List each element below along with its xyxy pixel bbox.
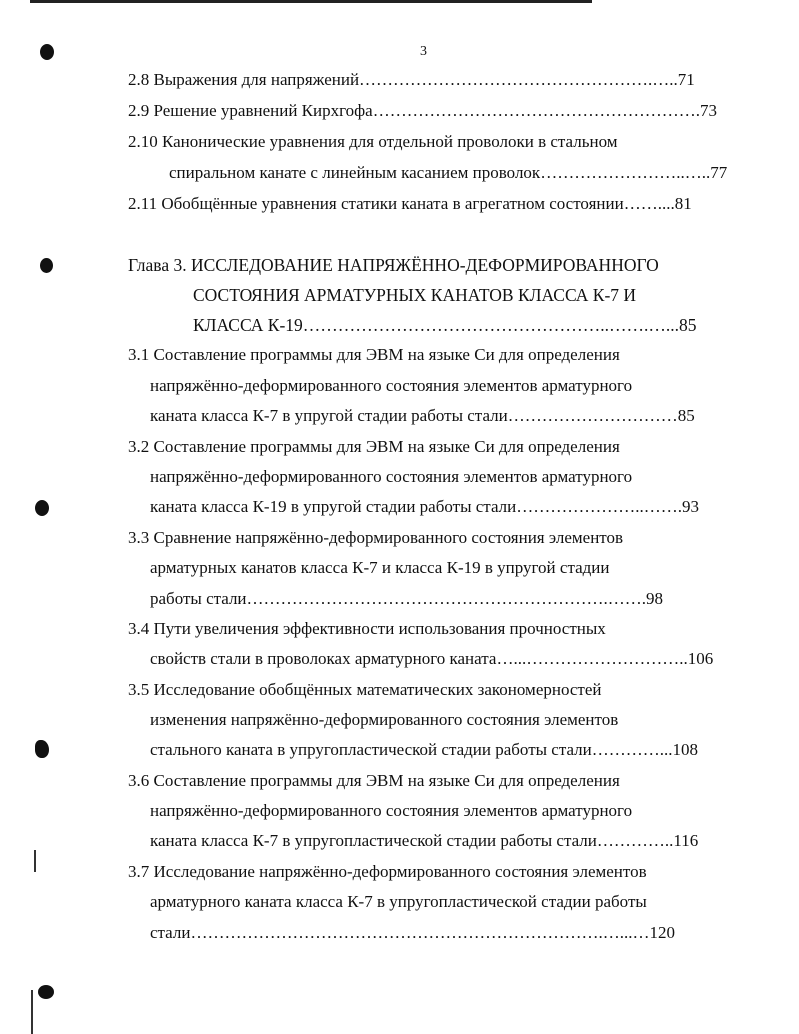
leader-dots: …...……………………….. <box>496 649 688 668</box>
toc-entry-3-2-line1[interactable] <box>128 437 728 457</box>
leader-dots: ………………………… <box>507 406 678 425</box>
toc-entry-3-1-line3[interactable] <box>150 406 730 426</box>
toc-entry-title: 2.10 Канонические уравнения для отдельной проволоки в стальном <box>128 132 618 151</box>
toc-entry-3-6-line1[interactable] <box>128 771 728 791</box>
toc-entry-3-5-line1[interactable] <box>128 680 728 700</box>
toc-entry-page: 77 <box>710 163 728 182</box>
chapter-3-heading-line3[interactable] <box>193 315 733 335</box>
toc-entry-2-9[interactable] <box>128 101 728 121</box>
toc-entry-title: 3.5 Исследование обобщённых математических закономерностей <box>128 680 602 699</box>
toc-entry-page: 85 <box>679 315 697 335</box>
toc-entry-page: 108 <box>672 740 699 759</box>
chapter-title: СОСТОЯНИЯ АРМАТУРНЫХ КАНАТОВ КЛАССА К-7 И <box>193 285 637 305</box>
toc-entry-page: 73 <box>699 101 717 120</box>
toc-entry-3-7-line3[interactable] <box>150 923 730 943</box>
toc-entry-3-6-line3[interactable] <box>150 831 730 851</box>
toc-entry-title: изменения напряжённо-деформированного состояния элементов <box>150 710 619 729</box>
toc-entry-2-10-line2[interactable] <box>169 163 729 183</box>
leader-dots: ……………………………………………..…….…... <box>302 315 680 335</box>
toc-entry-title: напряжённо-деформированного состояния элементов арматурного <box>150 376 633 395</box>
toc-entry-title: 3.3 Сравнение напряжённо-деформированного состояния элементов <box>128 528 624 547</box>
toc-entry-title: стали <box>150 923 191 942</box>
toc-entry-3-4-line1[interactable] <box>128 619 728 639</box>
toc-entry-3-3-line2[interactable] <box>150 558 730 578</box>
toc-entry-3-7-line1[interactable] <box>128 862 748 882</box>
leader-dots: …………... <box>591 740 673 759</box>
punch-hole-5 <box>38 985 54 999</box>
chapter-title: КЛАССА К-19 <box>193 315 303 335</box>
toc-entry-page: 116 <box>673 831 699 850</box>
toc-entry-title: напряжённо-деформированного состояния элементов арматурного <box>150 801 633 820</box>
leader-dots: …………………………………………………. <box>372 101 700 120</box>
toc-entry-page: 98 <box>646 589 664 608</box>
toc-entry-title: 2.9 Решение уравнений Кирхгофа <box>128 101 373 120</box>
toc-entry-page: 120 <box>649 923 675 942</box>
chapter-title: Глава 3. ИССЛЕДОВАНИЕ НАПРЯЖЁННО-ДЕФОРМИРОВАННОГО <box>128 255 659 275</box>
margin-scan-line-1 <box>34 850 36 872</box>
toc-entry-title: напряжённо-деформированного состояния элементов арматурного <box>150 467 633 486</box>
toc-entry-page: 81 <box>674 194 692 213</box>
toc-entry-2-8[interactable] <box>128 70 728 90</box>
toc-entry-3-1-line2[interactable] <box>150 376 730 396</box>
punch-hole-1 <box>40 44 54 60</box>
toc-entry-3-3-line1[interactable] <box>128 528 728 548</box>
leader-dots: …………………..……. <box>516 497 682 516</box>
punch-hole-2 <box>40 258 53 273</box>
toc-entry-title: 3.7 Исследование напряжённо-деформированного состояния элементов <box>128 862 647 881</box>
toc-entry-title: 2.11 Обобщённые уравнения статики каната в агрегатном состоянии <box>128 194 624 213</box>
leader-dots: ……………………………………………………………….…...… <box>190 923 650 942</box>
toc-entry-title: свойств стали в проволоках арматурного каната <box>150 649 497 668</box>
leader-dots: …….... <box>623 194 675 213</box>
top-scan-rule <box>30 0 592 3</box>
toc-entry-title: работы стали <box>150 589 247 608</box>
toc-entry-2-10-line1[interactable] <box>128 132 728 152</box>
toc-entry-title: стального каната в упругопластической стадии работы стали <box>150 740 592 759</box>
toc-entry-3-2-line2[interactable] <box>150 467 730 487</box>
page-number: 3 <box>420 44 427 59</box>
toc-entry-2-11[interactable] <box>128 194 728 214</box>
toc-entry-3-7-line2[interactable] <box>150 892 730 912</box>
leader-dots: ……………………………………………………….……. <box>246 589 647 608</box>
toc-entry-3-1-line1[interactable] <box>128 345 728 365</box>
punch-hole-3 <box>35 500 49 516</box>
toc-entry-3-6-line2[interactable] <box>150 801 730 821</box>
toc-entry-page: 106 <box>687 649 714 668</box>
leader-dots: ……………………..….. <box>540 163 711 182</box>
toc-entry-title: каната класса К-7 в упругой стадии работы стали <box>150 406 508 425</box>
toc-entry-page: 71 <box>677 70 695 89</box>
punch-hole-4 <box>35 740 49 758</box>
chapter-3-heading-line2[interactable] <box>193 285 733 305</box>
toc-entry-title: 3.1 Составление программы для ЭВМ на языке Си для определения <box>128 345 620 364</box>
toc-entry-title: арматурного каната класса К-7 в упругопластической стадии работы <box>150 892 647 911</box>
chapter-3-heading-line1[interactable] <box>128 255 728 275</box>
toc-entry-title: 3.6 Составление программы для ЭВМ на языке Си для определения <box>128 771 620 790</box>
toc-entry-title: каната класса К-19 в упругой стадии работы стали <box>150 497 517 516</box>
leader-dots: …………………………………………….….. <box>359 70 678 89</box>
toc-entry-title: спиральном канате с линейным касанием проволок <box>169 163 541 182</box>
toc-entry-3-3-line3[interactable] <box>150 589 730 609</box>
toc-entry-title: 3.4 Пути увеличения эффективности использования прочностных <box>128 619 606 638</box>
toc-entry-title: арматурных канатов класса К-7 и класса К-19 в упругой стадии <box>150 558 610 577</box>
toc-entry-page: 93 <box>681 497 699 516</box>
toc-entry-3-4-line2[interactable] <box>150 649 730 669</box>
toc-entry-title: каната класса К-7 в упругопластической стадии работы стали <box>150 831 597 850</box>
toc-entry-page: 85 <box>677 406 695 425</box>
toc-entry-title: 3.2 Составление программы для ЭВМ на языке Си для определения <box>128 437 620 456</box>
toc-entry-3-2-line3[interactable] <box>150 497 730 517</box>
margin-scan-line-2 <box>31 990 33 1034</box>
toc-entry-title: 2.8 Выражения для напряжений <box>128 70 360 89</box>
toc-entry-3-5-line2[interactable] <box>150 710 730 730</box>
toc-entry-3-5-line3[interactable] <box>150 740 730 760</box>
leader-dots: ………….. <box>596 831 674 850</box>
